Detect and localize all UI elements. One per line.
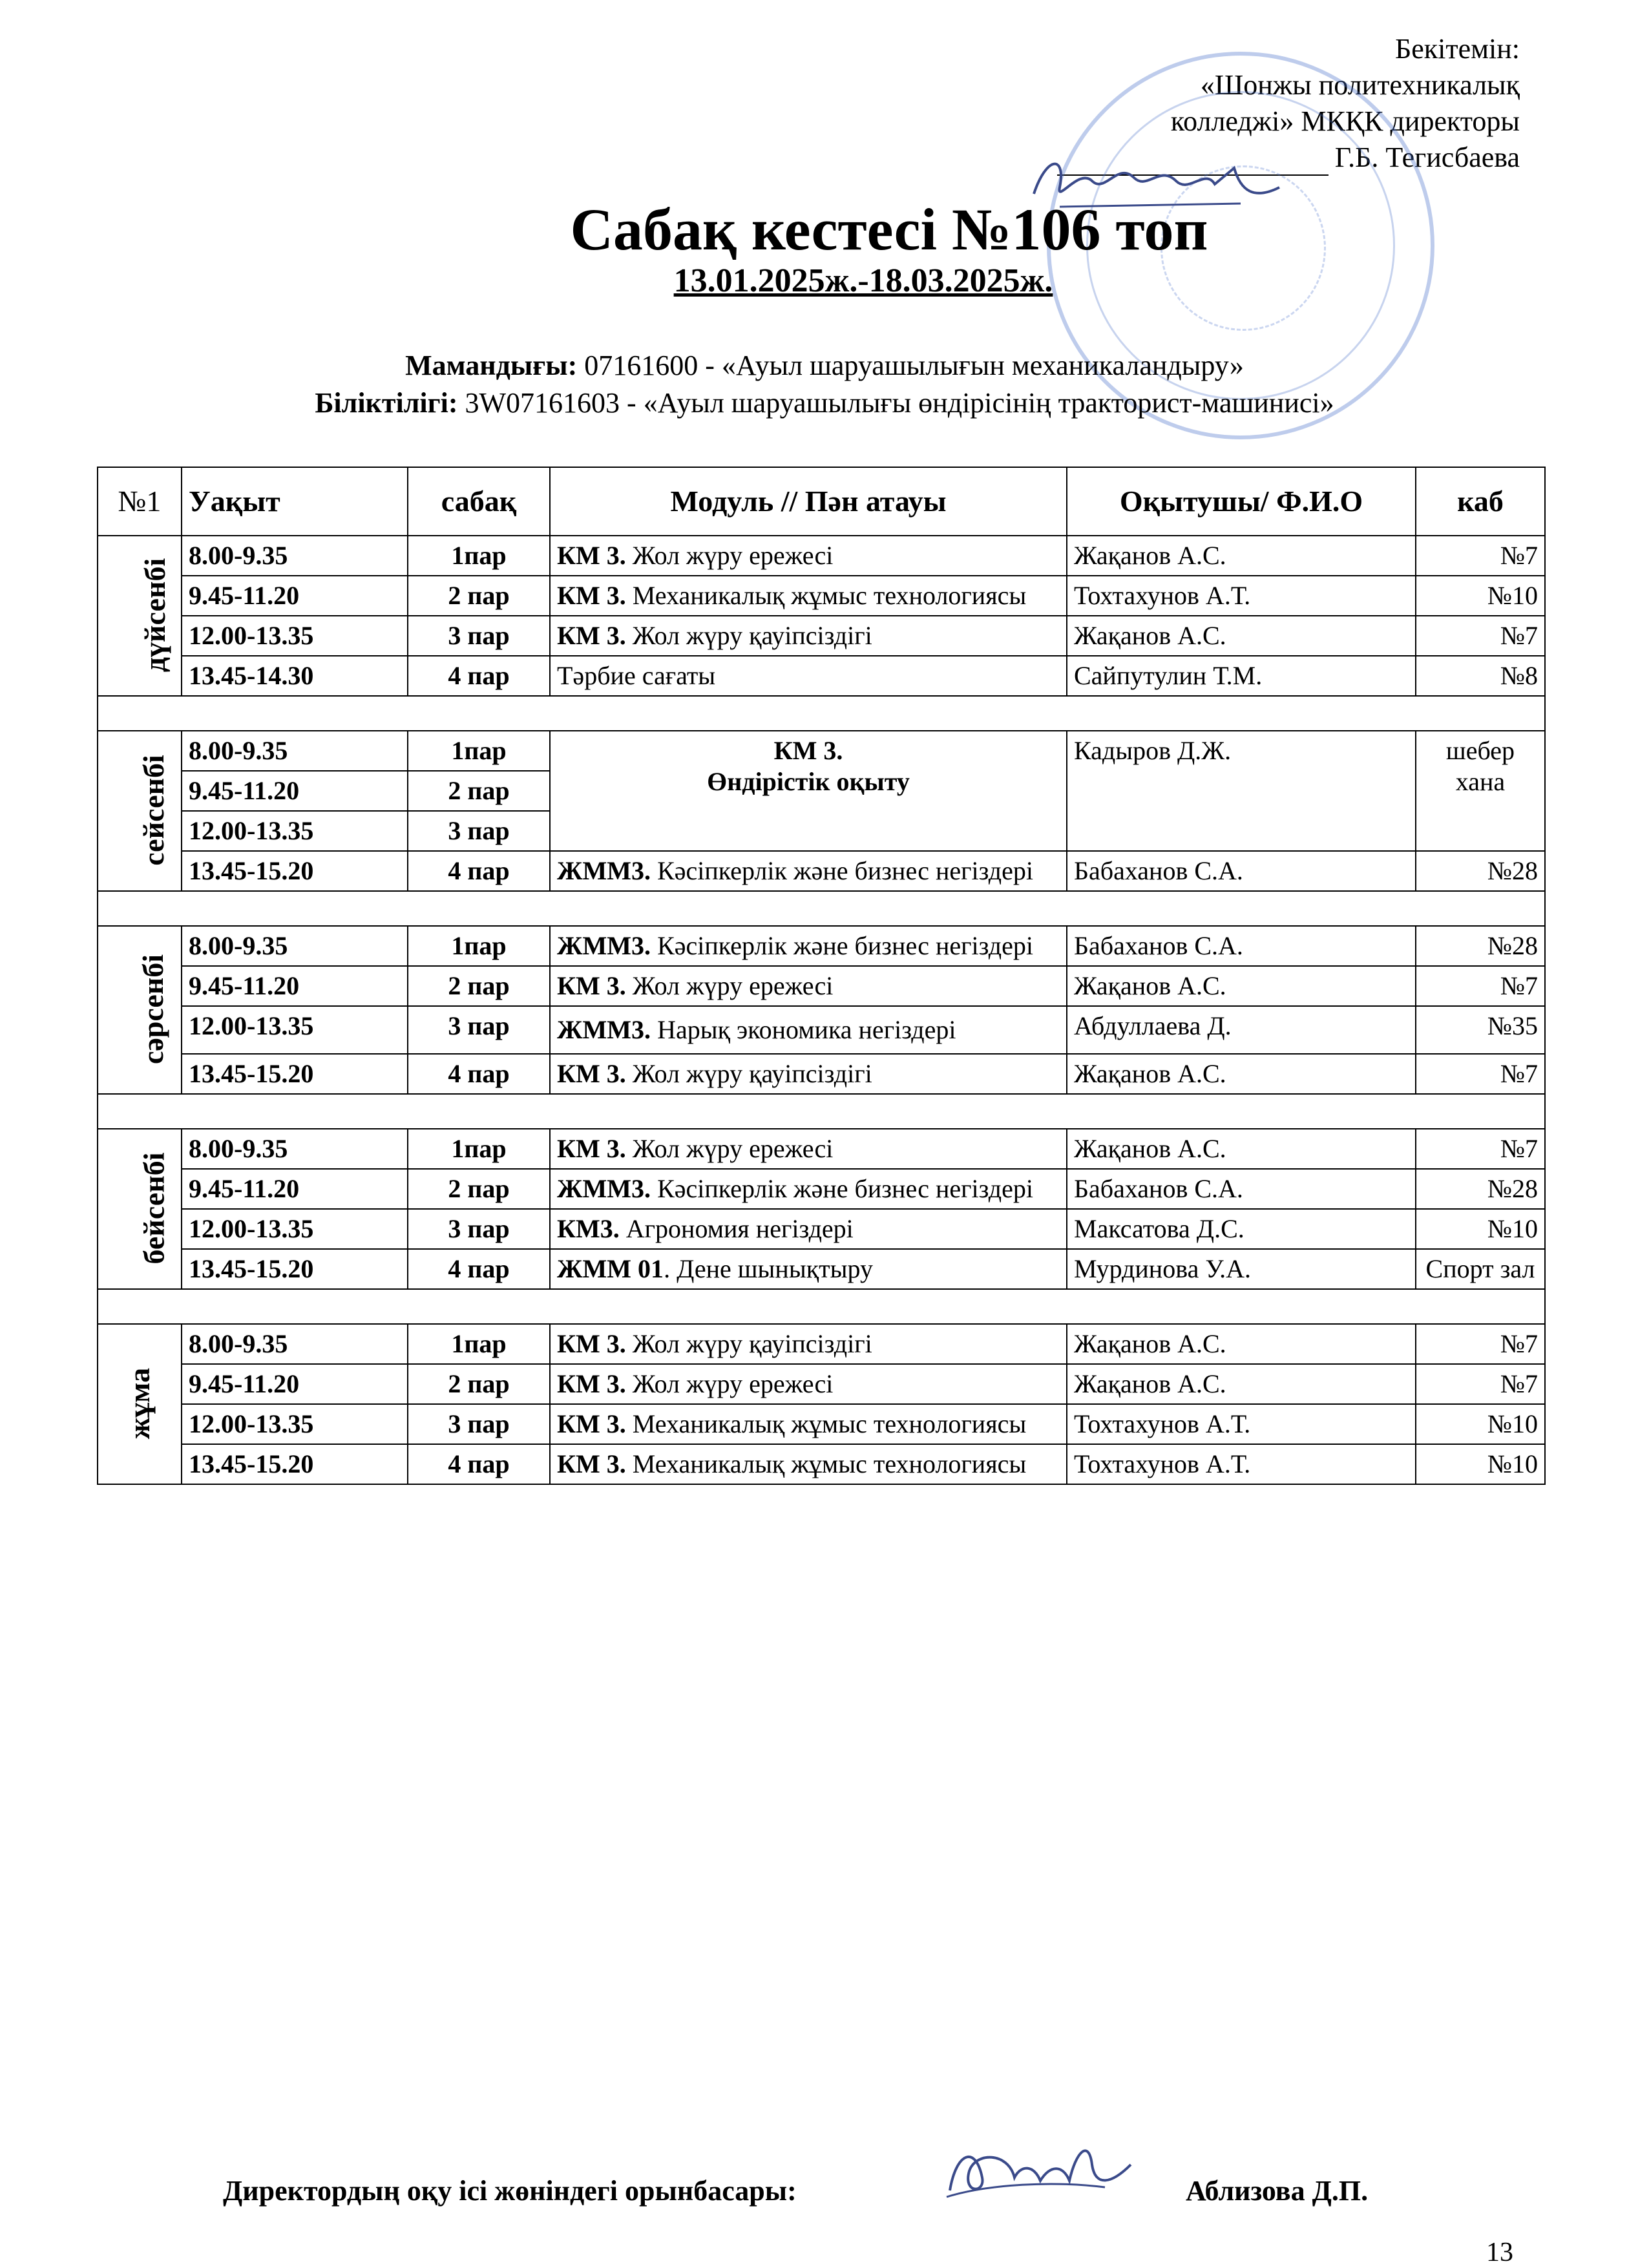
qualification-value: 3W07161603 - «Ауыл шаруашылығы өндірісінің тракторист-машинисі» — [457, 387, 1334, 419]
qualification-label: Біліктілігі: — [315, 387, 458, 419]
room-cell: №35 — [1416, 1006, 1545, 1054]
day-separator — [98, 1094, 1545, 1129]
room-cell: шебер хана — [1416, 731, 1545, 851]
approval-line-3: колледжі» МКҚК директоры — [1170, 105, 1520, 137]
time-cell: 9.45-11.20 — [182, 1364, 408, 1404]
header-subject: Модуль // Пән атауы — [550, 467, 1067, 536]
time-cell: 13.45-15.20 — [182, 851, 408, 891]
teacher-cell: Жақанов А.С. — [1067, 616, 1416, 656]
time-cell: 12.00-13.35 — [182, 1209, 408, 1249]
teacher-cell: Тохтахунов А.Т. — [1067, 1444, 1416, 1484]
table-row — [98, 616, 1545, 656]
deputy-signature — [937, 2126, 1144, 2216]
time-cell: 8.00-9.35 — [182, 1324, 408, 1364]
pair-cell: 3 пар — [408, 616, 550, 656]
specialty-label: Мамандығы: — [405, 350, 578, 381]
teacher-cell: Максатова Д.С. — [1067, 1209, 1416, 1249]
subject-cell: КМ 3. Жол жүру қауіпсіздігі — [550, 1324, 1067, 1364]
time-cell: 13.45-14.30 — [182, 656, 408, 696]
pair-cell: 4 пар — [408, 656, 550, 696]
pair-cell: 2 пар — [408, 1169, 550, 1209]
pair-cell: 4 пар — [408, 1054, 550, 1094]
pair-cell: 2 пар — [408, 771, 550, 811]
room-cell: №7 — [1416, 966, 1545, 1006]
page-title: Сабақ кестесі №106 топ — [570, 196, 1208, 262]
room-cell: №7 — [1416, 1324, 1545, 1364]
specialty-line — [0, 348, 1649, 384]
header-lesson: сабақ — [408, 467, 550, 536]
table-row — [98, 1249, 1545, 1289]
table-row — [98, 1209, 1545, 1249]
table-row — [98, 926, 1545, 966]
pair-cell: 3 пар — [408, 811, 550, 851]
approval-line-1: Бекітемін: — [1395, 33, 1520, 65]
pair-cell: 2 пар — [408, 966, 550, 1006]
teacher-cell: Мурдинова У.А. — [1067, 1249, 1416, 1289]
table-row — [98, 1129, 1545, 1169]
room-cell: №8 — [1416, 656, 1545, 696]
pair-cell: 1пар — [408, 1129, 550, 1169]
qualification-line — [0, 385, 1649, 421]
teacher-cell: Жақанов А.С. — [1067, 1364, 1416, 1404]
time-cell: 8.00-9.35 — [182, 731, 408, 771]
table-row — [98, 576, 1545, 616]
teacher-cell: Тохтахунов А.Т. — [1067, 1404, 1416, 1444]
teacher-cell: Бабаханов С.А. — [1067, 851, 1416, 891]
room-cell: №10 — [1416, 576, 1545, 616]
subject-cell-merged: КМ 3. Өндірістік оқыту — [550, 731, 1067, 851]
table-row — [98, 731, 1545, 771]
subject-cell: КМ 3. Механикалық жұмыс технологиясы — [550, 576, 1067, 616]
subject-cell: КМ 3. Жол жүру ережесі — [550, 1364, 1067, 1404]
pair-cell: 1пар — [408, 536, 550, 576]
subject-cell: ЖММ3. Нарық экономика негіздері — [550, 1006, 1067, 1054]
time-cell: 13.45-15.20 — [182, 1054, 408, 1094]
deputy-director-label: Директордың оқу ісі жөніндегі орынбасары: — [223, 2175, 797, 2207]
time-cell: 9.45-11.20 — [182, 771, 408, 811]
deputy-director-name: Аблизова Д.П. — [1186, 2175, 1369, 2207]
time-cell: 9.45-11.20 — [182, 1169, 408, 1209]
day-label: дүйсенбі — [98, 536, 182, 696]
time-cell: 12.00-13.35 — [182, 811, 408, 851]
header-room: каб — [1416, 467, 1545, 536]
room-cell: №10 — [1416, 1404, 1545, 1444]
subject-cell: ЖММ 01. Дене шынықтыру — [550, 1249, 1067, 1289]
subject-cell: КМ 3. Жол жүру қауіпсіздігі — [550, 1054, 1067, 1094]
table-row — [98, 1169, 1545, 1209]
director-name: Г.Б. Тегисбаева — [1334, 142, 1520, 173]
teacher-cell: Жақанов А.С. — [1067, 966, 1416, 1006]
pair-cell: 1пар — [408, 1324, 550, 1364]
time-cell: 9.45-11.20 — [182, 576, 408, 616]
specialty-value: 07161600 - «Ауыл шаруашылығын механикаландыру» — [577, 350, 1244, 381]
pair-cell: 4 пар — [408, 1249, 550, 1289]
header-number: №1 — [98, 467, 182, 536]
pair-cell: 2 пар — [408, 1364, 550, 1404]
pair-cell: 3 пар — [408, 1209, 550, 1249]
table-row — [98, 1444, 1545, 1484]
header-teacher: Оқытушы/ Ф.И.О — [1067, 467, 1416, 536]
subject-cell: КМ3. Агрономия негіздері — [550, 1209, 1067, 1249]
time-cell: 8.00-9.35 — [182, 536, 408, 576]
schedule-table — [97, 467, 1546, 1485]
day-label: сейсенбі — [98, 731, 182, 891]
teacher-cell: Тохтахунов А.Т. — [1067, 576, 1416, 616]
time-cell: 13.45-15.20 — [182, 1249, 408, 1289]
teacher-cell: Кадыров Д.Ж. — [1067, 731, 1416, 851]
page-number: 13 — [1486, 2238, 1513, 2267]
room-cell: №7 — [1416, 1129, 1545, 1169]
subject-cell: ЖММ3. Кәсіпкерлік және бизнес негіздері — [550, 926, 1067, 966]
subject-cell: Тәрбие сағаты — [550, 656, 1067, 696]
subject-cell: КМ 3. Механикалық жұмыс технологиясы — [550, 1444, 1067, 1484]
table-row — [98, 656, 1545, 696]
room-cell: №28 — [1416, 926, 1545, 966]
date-range: 13.01.2025ж.-18.03.2025ж. — [673, 262, 1053, 299]
subject-cell: КМ 3. Жол жүру ережесі — [550, 966, 1067, 1006]
time-cell: 12.00-13.35 — [182, 1006, 408, 1054]
subject-cell: КМ 3. Жол жүру ережесі — [550, 536, 1067, 576]
teacher-cell: Бабаханов С.А. — [1067, 926, 1416, 966]
table-row — [98, 966, 1545, 1006]
room-cell: №7 — [1416, 536, 1545, 576]
subject-cell: ЖММ3. Кәсіпкерлік және бизнес негіздері — [550, 1169, 1067, 1209]
pair-cell: 4 пар — [408, 851, 550, 891]
time-cell: 9.45-11.20 — [182, 966, 408, 1006]
room-cell: №7 — [1416, 1054, 1545, 1094]
table-row — [98, 1404, 1545, 1444]
teacher-cell: Бабаханов С.А. — [1067, 1169, 1416, 1209]
room-cell: №10 — [1416, 1444, 1545, 1484]
teacher-cell: Жақанов А.С. — [1067, 1054, 1416, 1094]
table-row — [98, 536, 1545, 576]
pair-cell: 3 пар — [408, 1006, 550, 1054]
table-row — [98, 1006, 1545, 1054]
table-header-row — [98, 467, 1545, 536]
teacher-cell: Жақанов А.С. — [1067, 1129, 1416, 1169]
subject-cell: ЖММ3. Кәсіпкерлік және бизнес негіздері — [550, 851, 1067, 891]
subject-cell: КМ 3. Жол жүру ережесі — [550, 1129, 1067, 1169]
table-row — [98, 1054, 1545, 1094]
table-row — [98, 851, 1545, 891]
teacher-cell: Жақанов А.С. — [1067, 536, 1416, 576]
pair-cell: 1пар — [408, 926, 550, 966]
subject-cell: КМ 3. Механикалық жұмыс технологиясы — [550, 1404, 1067, 1444]
day-separator — [98, 696, 1545, 731]
room-cell: №10 — [1416, 1209, 1545, 1249]
day-separator — [98, 891, 1545, 926]
time-cell: 8.00-9.35 — [182, 926, 408, 966]
time-cell: 13.45-15.20 — [182, 1444, 408, 1484]
header-time: Уақыт — [182, 467, 408, 536]
room-cell: №7 — [1416, 1364, 1545, 1404]
room-cell: №28 — [1416, 851, 1545, 891]
teacher-cell: Абдуллаева Д. — [1067, 1006, 1416, 1054]
table-row — [98, 1324, 1545, 1364]
time-cell: 12.00-13.35 — [182, 616, 408, 656]
room-cell: Спорт зал — [1416, 1249, 1545, 1289]
teacher-cell: Сайпутулин Т.М. — [1067, 656, 1416, 696]
room-cell: №28 — [1416, 1169, 1545, 1209]
day-separator — [98, 1289, 1545, 1324]
subject-cell: КМ 3. Жол жүру қауіпсіздігі — [550, 616, 1067, 656]
table-row — [98, 1364, 1545, 1404]
pair-cell: 4 пар — [408, 1444, 550, 1484]
day-label: бейсенбі — [98, 1129, 182, 1289]
time-cell: 8.00-9.35 — [182, 1129, 408, 1169]
day-label: жұма — [98, 1324, 182, 1484]
pair-cell: 1пар — [408, 731, 550, 771]
teacher-cell: Жақанов А.С. — [1067, 1324, 1416, 1364]
pair-cell: 2 пар — [408, 576, 550, 616]
day-label: сәрсенбі — [98, 926, 182, 1094]
approval-line-2: «Шонжы политехникалық — [1200, 69, 1520, 101]
time-cell: 12.00-13.35 — [182, 1404, 408, 1444]
pair-cell: 3 пар — [408, 1404, 550, 1444]
room-cell: №7 — [1416, 616, 1545, 656]
